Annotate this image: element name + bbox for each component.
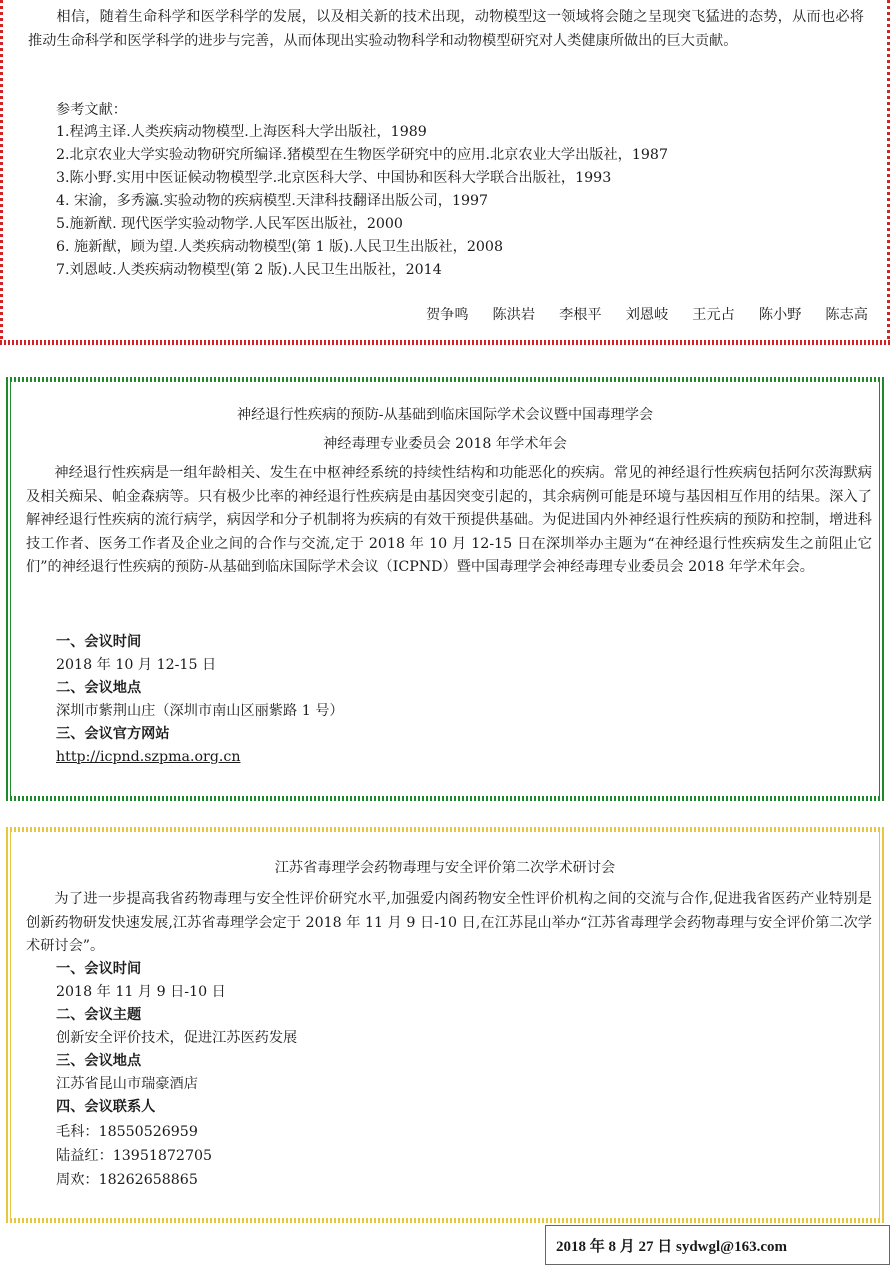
notice-1-website-heading: 三、会议官方网站 [56,726,170,742]
notice-2-time-value: 2018 年 11 月 9 日-10 日 [56,984,226,1000]
reference-item: 3.陈小野.实用中医证候动物模型学.北京医科大学、中国协和医科大学联合出版社，1993 [56,170,612,186]
contact-item: 周欢：18262658865 [56,1172,198,1188]
author-name: 李根平 [559,307,602,323]
reference-item: 2.北京农业大学实验动物研究所编译.猪模型在生物医学研究中的应用.北京农业大学出版社，1987 [56,147,668,163]
notice-2-venue-value: 江苏省昆山市瑞豪酒店 [56,1076,198,1092]
notice-1-venue-value: 深圳市紫荆山庄（深圳市南山区丽紫路 1 号） [56,703,344,719]
notice-1-title-line-2: 神经毒理专业委员会 2018 年学术年会 [323,436,567,452]
notice-2-theme-value: 创新安全评价技术，促进江苏医药发展 [56,1030,298,1046]
author-name: 陈志高 [825,307,868,323]
reference-item: 5.施新猷. 现代医学实验动物学.人民军医出版社，2000 [56,216,403,232]
notice-2-contact-heading: 四、会议联系人 [56,1099,156,1115]
notice-1-venue-heading: 二、会议地点 [56,680,142,696]
author-name: 贺争鸣 [425,307,469,323]
reference-item: 7.刘恩岐.人类疾病动物模型(第 2 版).人民卫生出版社，2014 [56,262,442,278]
issue-date-email-footer: 2018 年 8 月 27 日 sydwgl@163.com [545,1225,890,1265]
notice-1-time-heading: 一、会议时间 [56,634,142,650]
author-name: 刘恩岐 [625,307,669,323]
notice-2-venue-heading: 三、会议地点 [56,1053,142,1069]
contact-item: 毛科：18550526959 [56,1124,198,1140]
references-title: 参考文献： [56,102,127,118]
notice-2-theme-heading: 二、会议主题 [56,1007,142,1023]
notice-1-body: 神经退行性疾病是一组年龄相关、发生在中枢神经系统的持续性结构和功能恶化的疾病。常见的神经退行性疾病包括阿尔茨海默病及相关痴呆、帕金森病等。只有极少比率的神经退行性疾病是由基因突变引起的，其余病例可能是环境与基因相互作用的结果。深入了解神经退行性疾病的流行病学，病因学和分子机制将为疾病的有效干预提供基础。为促进国内外神经退行性疾病的预防和控制，增进科技工作者、医务工作者及企业之间的合作与交流,定于 2018 年 10 月 12-15 日在深圳举办主题为“在神经退行性疾病发生之前阻止它们”的神经退行性疾病的预防-从基础到临床国际学术会议（ICPND）暨中国毒理学会神经毒理专业委员会 2018 年学术年会。 [26,465,872,575]
notice-2-title: 江苏省毒理学会药物毒理与安全评价第二次学术研讨会 [274,860,616,876]
reference-item: 4. 宋渝，多秀瀛.实验动物的疾病模型.天津科技翻译出版公司，1997 [56,193,489,209]
notice-2-body: 为了进一步提高我省药物毒理与安全性评价研究水平,加强爱内阁药物安全性评价机构之间的交流与合作,促进我省医药产业特别是创新药物研发快速发展,江苏省毒理学会定于 2018 年 11 月 9 日-10 日,在江苏昆山举办“江苏省毒理学会药物毒理与安全评价第二次学术研讨会”。 [26,891,872,954]
closing-paragraph: 相信，随着生命科学和医学科学的发展，以及相关新的技术出现，动物模型这一领域将会随之呈现突飞猛进的态势，从而也必将推动生命科学和医学科学的进步与完善，从而体现出实验动物科学和动物模型研究对人类健康所做出的巨大贡献。 [28,9,864,49]
author-name: 王元占 [692,307,735,323]
contact-item: 陆益红：13951872705 [56,1148,213,1164]
author-list [402,305,868,325]
author-name: 陈洪岩 [492,307,536,323]
conference-website-link[interactable]: http://icpnd.szpma.org.cn [56,749,241,765]
reference-item: 1.程鸿主译.人类疾病动物模型.上海医科大学出版社，1989 [56,124,427,140]
notice-2-time-heading: 一、会议时间 [56,961,142,977]
reference-item: 6. 施新猷，顾为望.人类疾病动物模型(第 1 版).人民卫生出版社，2008 [56,239,503,255]
notice-1-title-line-1: 神经退行性疾病的预防-从基础到临床国际学术会议暨中国毒理学会 [236,407,654,423]
author-name: 陈小野 [758,307,802,323]
notice-1-time-value: 2018 年 10 月 12-15 日 [56,657,217,673]
